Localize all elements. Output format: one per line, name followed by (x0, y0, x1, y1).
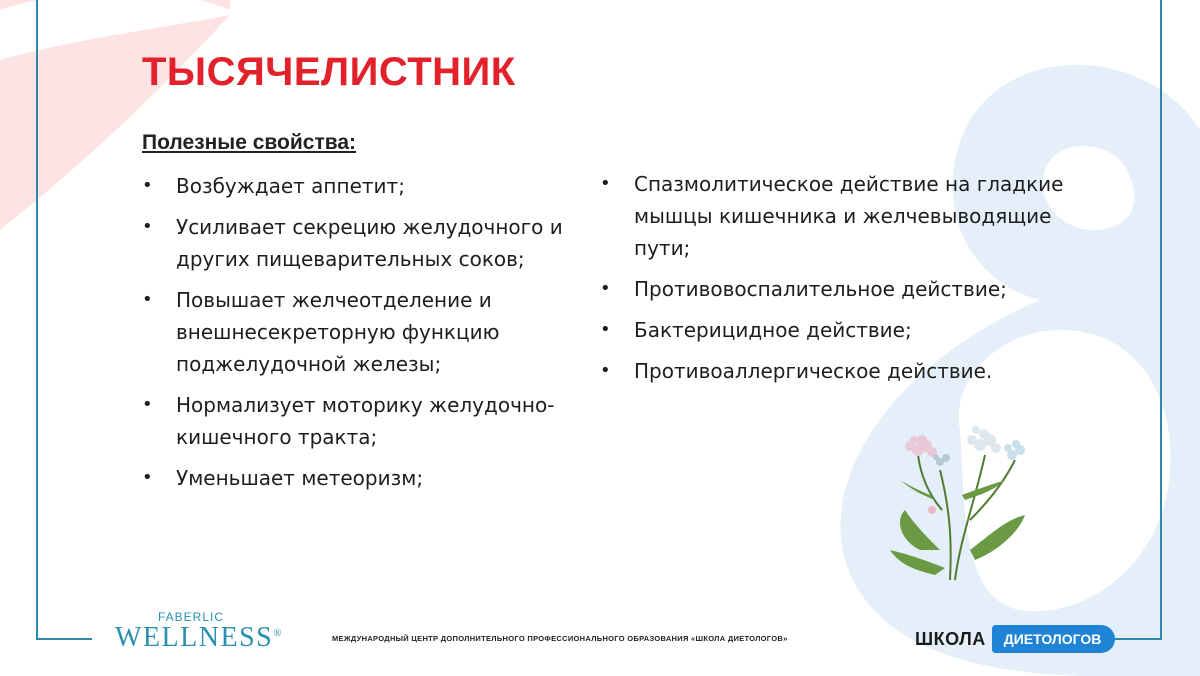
list-item: • Противоаллергическое действие. (600, 355, 1070, 387)
faberlic-brand: FABERLIC (158, 610, 225, 624)
list-item: • Противовоспалительное действие; (600, 273, 1070, 305)
frame-right-line (1160, 0, 1162, 640)
school-logo-pill: ДИЕТОЛОГОВ (992, 625, 1116, 653)
frame-bottom-left-line (36, 638, 92, 640)
footer-organization-text: МЕЖДУНАРОДНЫЙ ЦЕНТР ДОПОЛНИТЕЛЬНОГО ПРОФЕССИОНАЛЬНОГО ОБРАЗОВАНИЯ «ШКОЛА ДИЕТОЛОГОВ» (332, 634, 788, 643)
section-subtitle: Полезные свойства: (142, 131, 357, 154)
list-item: • Бактерицидное действие; (600, 314, 1070, 346)
list-item: • Повышает желчеотделение и внешнесекреторную функцию поджелудочной железы; (142, 284, 587, 380)
yarrow-plant-illustration (880, 400, 1040, 585)
list-item: • Спазмолитическое действие на гладкие мышцы кишечника и желчевыводящие пути; (600, 168, 1070, 264)
slide-title: ТЫСЯЧЕЛИСТНИК (142, 50, 516, 94)
frame-bottom-right-line (1110, 638, 1162, 640)
right-bullet-list (600, 168, 1070, 396)
list-item: • Возбуждает аппетит; (142, 170, 587, 202)
school-logo (915, 624, 1115, 654)
school-logo-word: ШКОЛА (915, 628, 986, 649)
list-item: • Усиливает секрецию желудочного и других пищеварительных соков; (142, 211, 587, 275)
registered-mark: ® (273, 627, 284, 639)
wellness-logo (115, 622, 283, 654)
list-item: • Нормализует моторику желудочно-кишечного тракта; (142, 389, 587, 453)
list-item: • Уменьшает метеоризм; (142, 462, 587, 494)
pink-arc-decoration (0, 0, 230, 10)
left-bullet-list (142, 170, 587, 503)
wellness-logo-text: WELLNESS (115, 622, 274, 653)
frame-left-line (36, 0, 38, 640)
